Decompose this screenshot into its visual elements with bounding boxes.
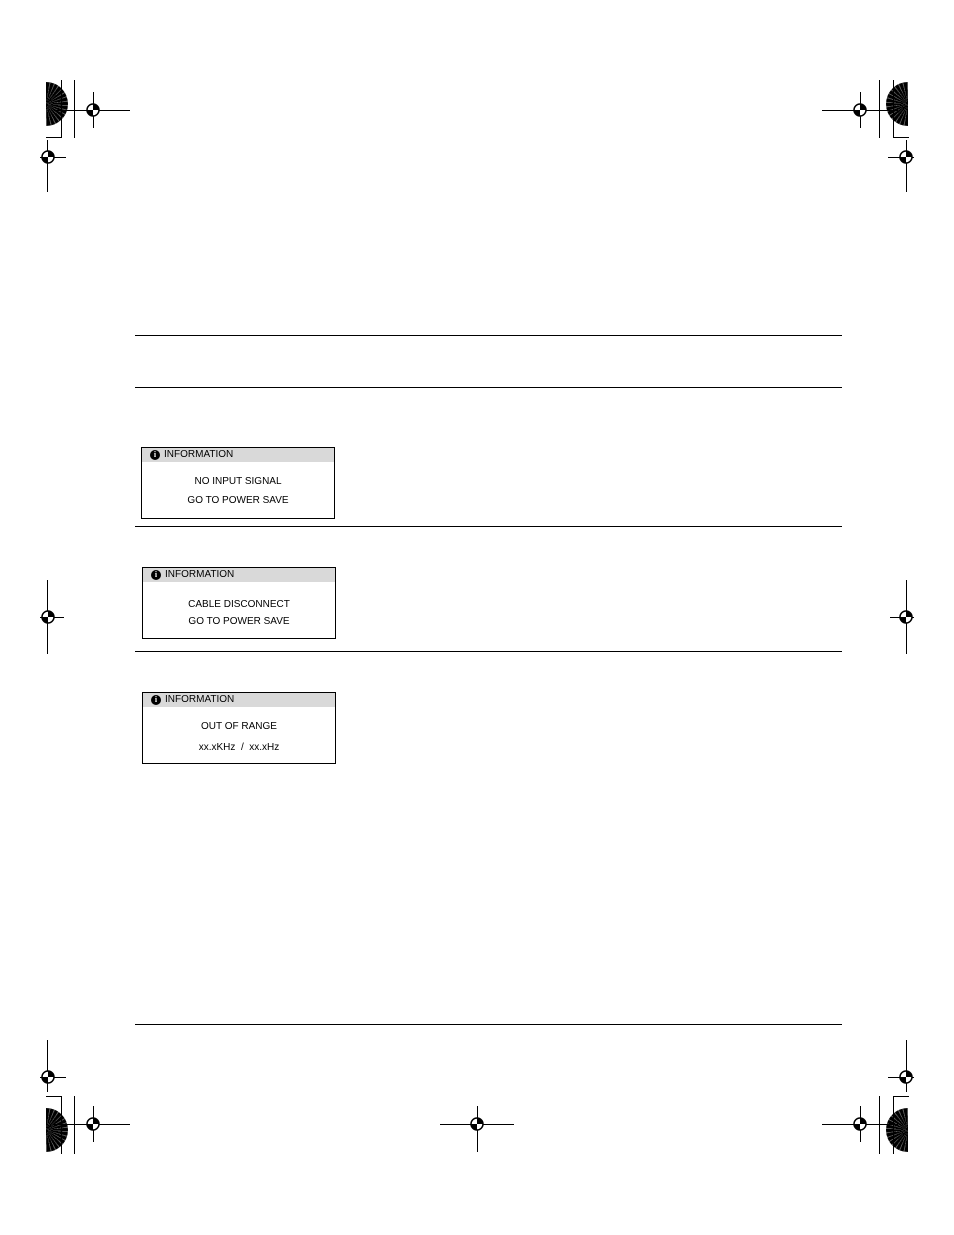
osd-title: INFORMATION — [164, 449, 234, 460]
osd-line-1: NO INPUT SIGNAL — [194, 476, 282, 487]
row-divider — [135, 526, 842, 527]
registration-target-icon — [469, 1116, 485, 1132]
registration-target-icon — [40, 609, 56, 625]
info-icon: i — [151, 695, 161, 705]
registration-target-icon — [898, 1069, 914, 1085]
osd-line-2: xx.xKHz / xx.xHz — [198, 742, 280, 753]
registration-target-icon — [40, 1069, 56, 1085]
osd-title-bar — [143, 568, 335, 582]
registration-disk-icon — [46, 1108, 68, 1152]
osd-message-cable-disconnect — [142, 567, 336, 639]
table-header-rule — [135, 387, 842, 388]
registration-target-icon — [898, 609, 914, 625]
osd-message-no-input — [141, 447, 335, 519]
registration-target-icon — [852, 102, 868, 118]
osd-title: INFORMATION — [165, 694, 235, 705]
registration-target-icon — [85, 1116, 101, 1132]
osd-title: INFORMATION — [165, 569, 235, 580]
registration-target-icon — [898, 149, 914, 165]
osd-line-1: CABLE DISCONNECT — [188, 599, 290, 610]
registration-target-icon — [40, 149, 56, 165]
osd-message-out-of-range — [142, 692, 336, 764]
registration-target-icon — [85, 102, 101, 118]
registration-disk-icon — [886, 82, 908, 126]
row-divider — [135, 651, 842, 652]
osd-line-2: GO TO POWER SAVE — [188, 616, 290, 627]
osd-line-1: OUT OF RANGE — [201, 721, 277, 732]
registration-target-icon — [852, 1116, 868, 1132]
registration-disk-icon — [886, 1108, 908, 1152]
table-top-rule — [135, 335, 842, 336]
osd-title-bar — [143, 693, 335, 707]
info-icon: i — [151, 570, 161, 580]
registration-disk-icon — [46, 82, 68, 126]
info-icon: i — [150, 450, 160, 460]
osd-line-2: GO TO POWER SAVE — [187, 495, 289, 506]
osd-title-bar — [142, 448, 334, 462]
footer-rule — [135, 1024, 842, 1025]
